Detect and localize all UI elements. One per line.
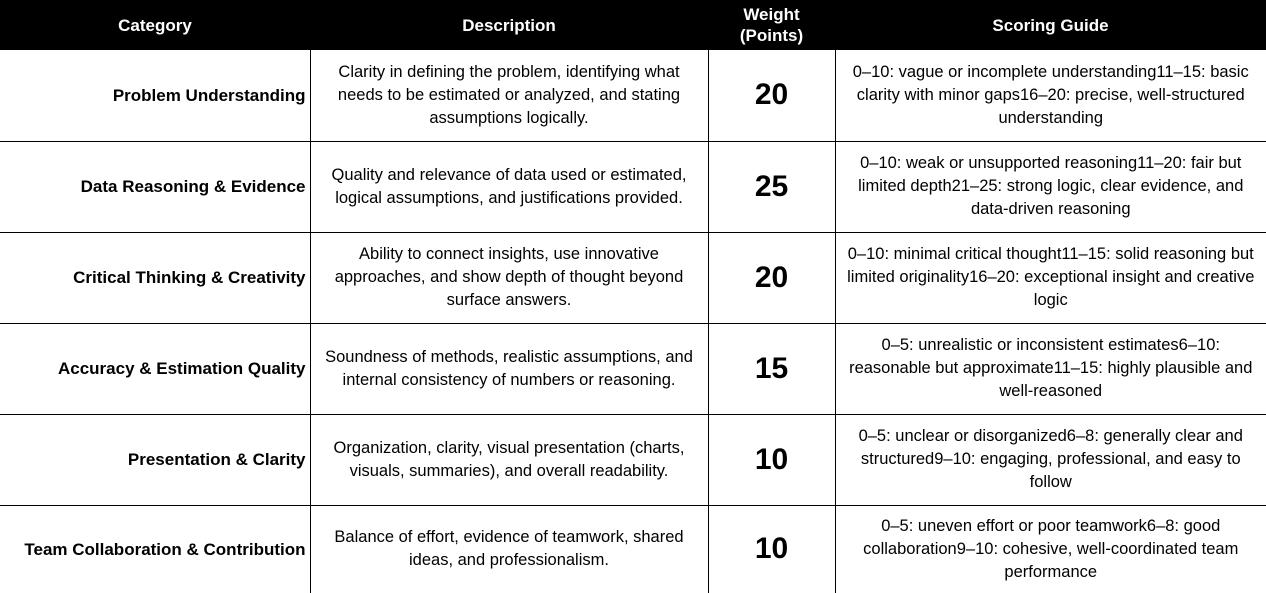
row-scoring-guide: 0–10: vague or incomplete understanding11–15: basic clarity with minor gaps16–20: precise, well-structured understanding — [835, 50, 1266, 141]
row-weight: 15 — [708, 323, 835, 414]
row-scoring-guide: 0–5: unclear or disorganized6–8: generally clear and structured9–10: engaging, professional, and easy to follow — [835, 414, 1266, 505]
row-description: Clarity in defining the problem, identifying what needs to be estimated or analyzed, and stating assumptions logically. — [310, 50, 708, 141]
header-description: Description — [310, 0, 708, 50]
row-weight: 25 — [708, 141, 835, 232]
row-category: Accuracy & Estimation Quality — [0, 323, 310, 414]
row-weight: 10 — [708, 414, 835, 505]
table-row — [0, 323, 1266, 414]
table-row — [0, 141, 1266, 232]
table-body — [0, 50, 1266, 593]
header-category: Category — [0, 0, 310, 50]
row-description: Ability to connect insights, use innovative approaches, and show depth of thought beyond surface answers. — [310, 232, 708, 323]
row-weight: 20 — [708, 50, 835, 141]
row-weight: 20 — [708, 232, 835, 323]
table-header — [0, 0, 1266, 50]
row-description: Balance of effort, evidence of teamwork, shared ideas, and professionalism. — [310, 505, 708, 593]
header-weight-line1: Weight — [743, 5, 800, 24]
row-category: Critical Thinking & Creativity — [0, 232, 310, 323]
row-category: Team Collaboration & Contribution — [0, 505, 310, 593]
table-row — [0, 414, 1266, 505]
table-row — [0, 232, 1266, 323]
row-scoring-guide: 0–10: weak or unsupported reasoning11–20: fair but limited depth21–25: strong logic, clear evidence, and data-driven reasoning — [835, 141, 1266, 232]
row-scoring-guide: 0–5: unrealistic or inconsistent estimates6–10: reasonable but approximate11–15: highly plausible and well-reasoned — [835, 323, 1266, 414]
row-category: Problem Understanding — [0, 50, 310, 141]
row-description: Organization, clarity, visual presentation (charts, visuals, summaries), and overall readability. — [310, 414, 708, 505]
header-weight-line2: (Points) — [739, 26, 804, 45]
table-row — [0, 50, 1266, 141]
row-description: Soundness of methods, realistic assumptions, and internal consistency of numbers or reasoning. — [310, 323, 708, 414]
header-row — [0, 0, 1266, 50]
header-weight — [708, 0, 835, 50]
row-category: Presentation & Clarity — [0, 414, 310, 505]
header-scoring-guide: Scoring Guide — [835, 0, 1266, 50]
row-description: Quality and relevance of data used or estimated, logical assumptions, and justifications provided. — [310, 141, 708, 232]
row-weight: 10 — [708, 505, 835, 593]
row-scoring-guide: 0–10: minimal critical thought11–15: solid reasoning but limited originality16–20: exceptional insight and creative logic — [835, 232, 1266, 323]
row-scoring-guide: 0–5: uneven effort or poor teamwork6–8: good collaboration9–10: cohesive, well-coordinated team performance — [835, 505, 1266, 593]
row-category: Data Reasoning & Evidence — [0, 141, 310, 232]
table-row — [0, 505, 1266, 593]
